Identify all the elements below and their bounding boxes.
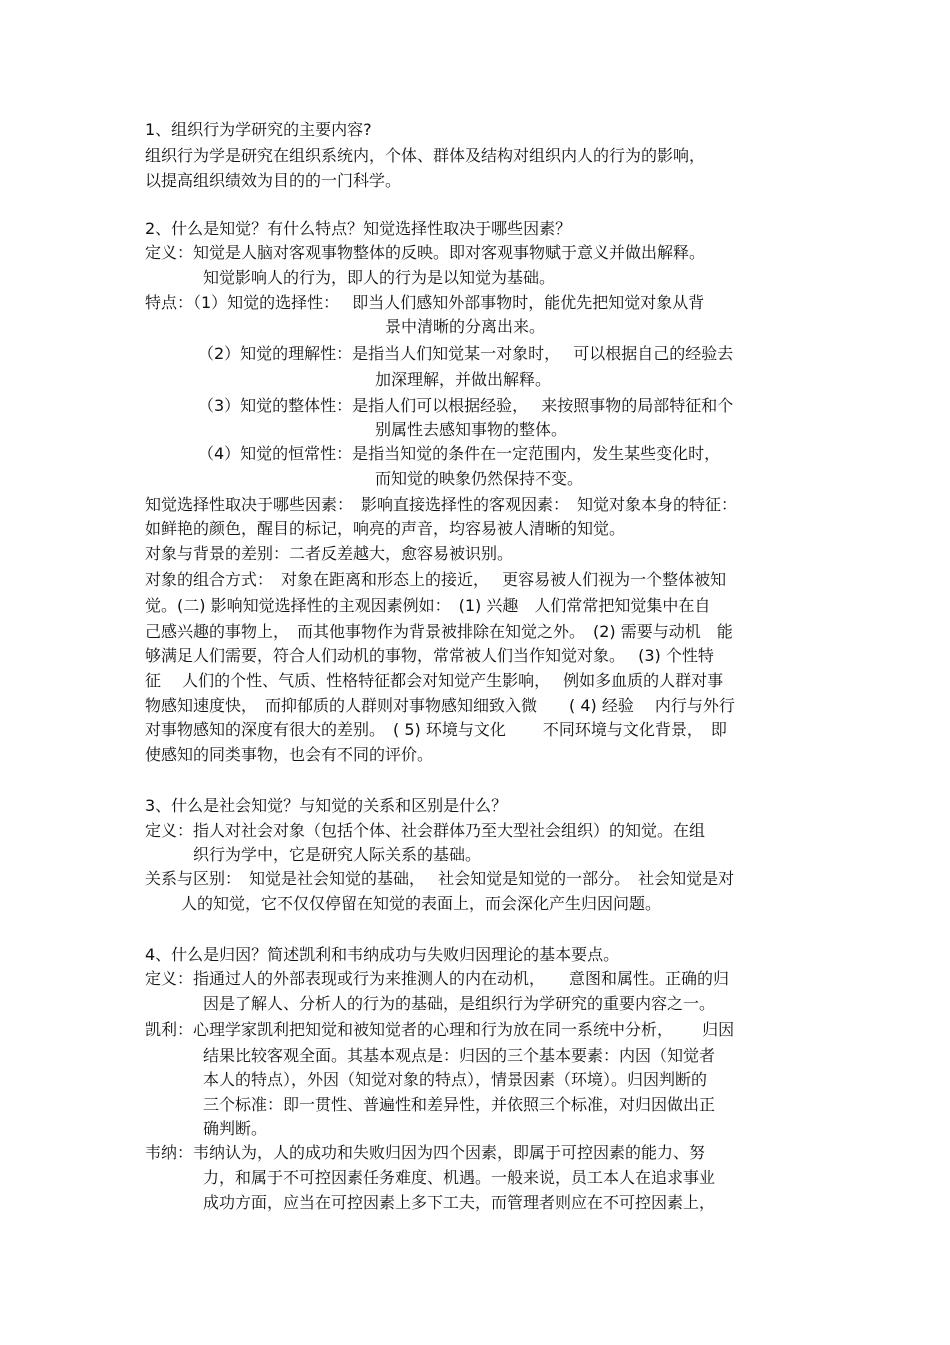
section-1-title: 1、组织行为学研究的主要内容? (145, 120, 372, 139)
weiner-line-3: 成功方面，应当在可控因素上多下工夫，而管理者则应在不可控因素上， (203, 1193, 716, 1212)
feature-4-line-1: （4）知觉的恒常性：是指当知觉的条件在一定范围内，发生某些变化时， (198, 444, 721, 463)
feature-3-line-2: 别属性去感知事物的整体。 (375, 420, 568, 439)
section-3-title: 3、什么是社会知觉？与知觉的关系和区别是什么？ (145, 796, 508, 815)
section-1-line-1: 组织行为学是研究在组织系统内，个体、群体及结构对组织内人的行为的影响， (145, 146, 706, 165)
section-2-title: 2、什么是知觉？有什么特点？知觉选择性取决于哪些因素？ (145, 219, 572, 238)
kelley-line-1: 凯利：心理学家凯利把知觉和被知觉者的心理和行为放在同一系统中分析， 归因 (145, 1020, 735, 1039)
selectivity-line-4: 对象的组合方式： 对象在距离和形态上的接近， 更容易被人们视为一个整体被知 (145, 570, 727, 589)
social-definition-line-1: 定义：指人对社会对象（包括个体、社会群体乃至大型社会组织）的知觉。在组 (145, 821, 706, 840)
kelley-line-2: 结果比较客观全面。其基本观点是：归因的三个基本要素：内因（知觉者 (203, 1046, 716, 1065)
selectivity-line-2: 如鲜艳的颜色，醒目的标记，响亮的声音，均容易被人清晰的知觉。 (145, 519, 626, 538)
selectivity-line-11: 使感知的同类事物，也会有不同的评价。 (145, 745, 434, 764)
social-definition-line-2: 织行为学中，它是研究人际关系的基础。 (193, 845, 482, 864)
selectivity-line-3: 对象与背景的差别：二者反差越大，愈容易被识别。 (145, 544, 514, 563)
attribution-definition-line-1: 定义：指通过人的外部表现或行为来推测人的内在动机， 意图和属性。正确的归 (145, 969, 730, 988)
selectivity-line-9: 物感知速度快， 而抑郁质的人群则对事物感知细致入微 ( 4) 经验 内行与外行 (145, 696, 735, 715)
social-relation-line-1: 关系与区别： 知觉是社会知觉的基础， 社会知觉是知觉的一部分。 社会知觉是对 (145, 869, 735, 888)
definition-line-2: 知觉影响人的行为，即人的行为是以知觉为基础。 (203, 268, 556, 287)
definition-line-1: 定义：知觉是人脑对客观事物整体的反映。即对客观事物赋于意义并做出解释。 (145, 243, 706, 262)
section-1-line-2: 以提高组织绩效为目的的一门科学。 (145, 171, 402, 190)
selectivity-line-8: 征 人们的个性、气质、性格特征都会对知觉产生影响， 例如多血质的人群对事 (145, 671, 724, 690)
selectivity-line-6: 己感兴趣的事物上， 而其他事物作为背景被排除在知觉之外。 (2) 需要与动机 能 (145, 622, 733, 641)
weiner-line-1: 韦纳：韦纳认为，人的成功和失败归因为四个因素，即属于可控因素的能力、努 (145, 1143, 706, 1162)
selectivity-line-5: 觉。(二) 影响知觉选择性的主观因素例如： (1) 兴趣 人们常常把知觉集中在自 (145, 596, 711, 615)
feature-4-line-2: 而知觉的映象仍然保持不变。 (375, 469, 584, 488)
kelley-line-5: 确判断。 (203, 1119, 268, 1138)
selectivity-line-7: 够满足人们需要，符合人们动机的事物，常常被人们当作知觉对象。 (3) 个性特 (145, 646, 714, 665)
feature-3-line-1: （3）知觉的整体性：是指人们可以根据经验， 来按照事物的局部特征和个 (198, 396, 734, 415)
feature-2-line-2: 加深理解，并做出解释。 (375, 370, 552, 389)
selectivity-line-1: 知觉选择性取决于哪些因素： 影响直接选择性的客观因素： 知觉对象本身的特征： (145, 495, 738, 514)
selectivity-line-10: 对事物感知的深度有很大的差别。 ( 5) 环境与文化 不同环境与文化背景， 即 (145, 720, 727, 739)
kelley-line-4: 三个标准：即一贯性、普遍性和差异性，并依照三个标准，对归因做出正 (203, 1095, 716, 1114)
kelley-line-3: 本人的特点），外因（知觉对象的特点），情景因素（环境）。归因判断的 (203, 1070, 708, 1089)
feature-1-line-1: 特点：（1）知觉的选择性： 即当人们感知外部事物时，能优先把知觉对象从背 (145, 293, 705, 312)
attribution-definition-line-2: 因是了解人、分析人的行为的基础，是组织行为学研究的重要内容之一。 (203, 994, 716, 1013)
social-relation-line-2: 人的知觉，它不仅仅停留在知觉的表面上，而会深化产生归因问题。 (181, 894, 662, 913)
weiner-line-2: 力，和属于不可控因素任务难度、机遇。一般来说，员工本人在追求事业 (203, 1168, 716, 1187)
section-4-title: 4、什么是归因？简述凯利和韦纳成功与失败归因理论的基本要点。 (145, 945, 620, 964)
feature-2-line-1: （2）知觉的理解性：是指当人们知觉某一对象时， 可以根据自己的经验去 (198, 344, 734, 363)
feature-1-line-2: 景中清晰的分离出来。 (385, 317, 546, 336)
